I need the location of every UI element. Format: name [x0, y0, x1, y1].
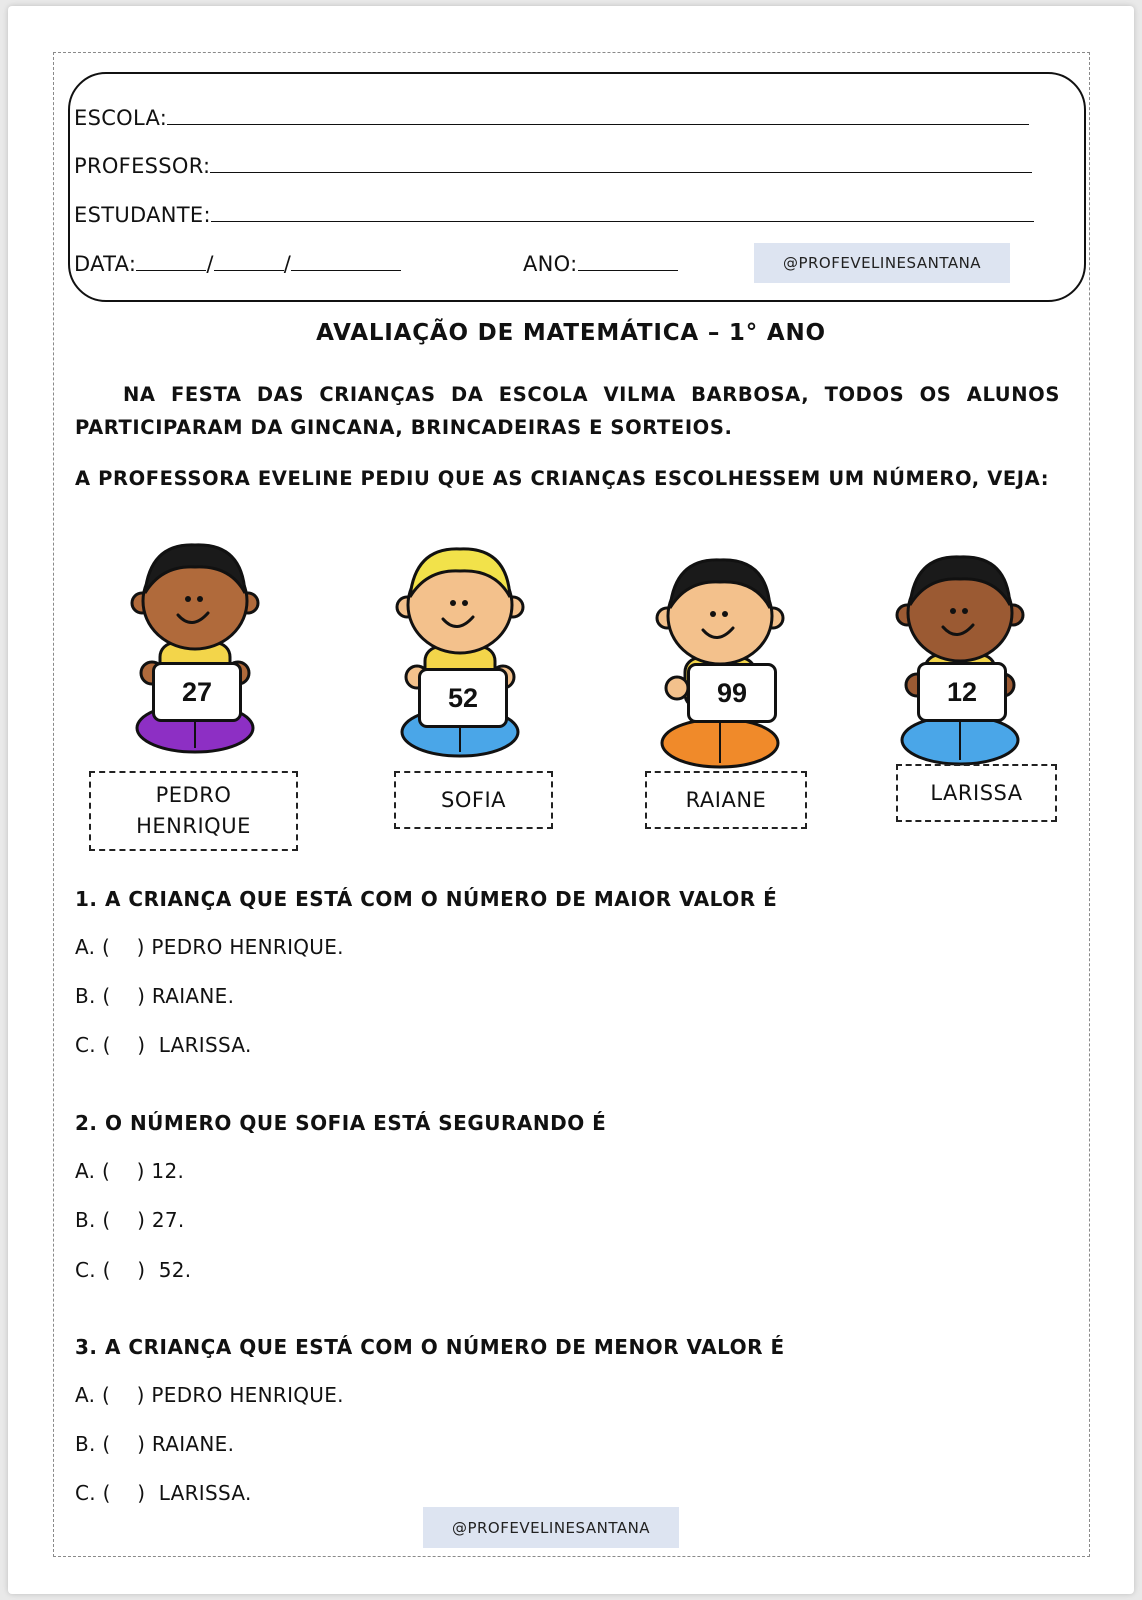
q3-option-c[interactable]: C. ( ) LARISSA. — [75, 1481, 252, 1505]
number-card-raiane: 99 — [687, 663, 777, 723]
number-card-pedro: 27 — [152, 662, 242, 722]
q2-option-b[interactable]: B. ( ) 27. — [75, 1208, 185, 1232]
q2-option-a[interactable]: A. ( ) 12. — [75, 1159, 185, 1183]
question-2: 2. O NÚMERO QUE SOFIA ESTÁ SEGURANDO É — [75, 1111, 607, 1135]
escola-row — [74, 104, 1029, 130]
date-month-field[interactable] — [214, 250, 284, 271]
professor-label: PROFESSOR: — [74, 154, 211, 178]
ano-label: ANO: — [523, 252, 578, 276]
intro-paragraph: NA FESTA DAS CRIANÇAS DA ESCOLA VILMA BARBOSA, TODOS OS ALUNOS PARTICIPARAM DA GINCANA, BRINCADEIRAS E SORTEIOS. — [75, 383, 1060, 439]
q3-option-a[interactable]: A. ( ) PEDRO HENRIQUE. — [75, 1383, 344, 1407]
escola-label: ESCOLA: — [74, 106, 168, 130]
name-box-larissa: LARISSA — [896, 764, 1057, 822]
date-day-field[interactable] — [136, 250, 206, 271]
ano-field[interactable] — [578, 250, 678, 271]
name-box-pedro — [89, 771, 298, 851]
child-figure-icon — [885, 545, 1035, 775]
ano-row — [523, 250, 678, 276]
escola-field[interactable] — [167, 104, 1029, 125]
professor-row — [74, 152, 1032, 178]
name-box-raiane: RAIANE — [645, 771, 807, 829]
name-pedro-line2: HENRIQUE — [136, 814, 251, 838]
q1-option-a[interactable]: A. ( ) PEDRO HENRIQUE. — [75, 935, 344, 959]
date-separator: / — [283, 252, 292, 276]
page-title: AVALIAÇÃO DE MATEMÁTICA – 1° ANO — [316, 320, 826, 346]
name-box-sofia: SOFIA — [394, 771, 553, 829]
name-pedro-line1: PEDRO — [155, 783, 232, 807]
number-card-larissa: 12 — [917, 662, 1007, 722]
data-row — [74, 250, 401, 276]
q2-option-c[interactable]: C. ( ) 52. — [75, 1258, 192, 1282]
footer-handle-badge: @PROFEVELINESANTANA — [423, 1507, 679, 1548]
header-handle-badge: @PROFEVELINESANTANA — [754, 243, 1010, 283]
question-3: 3. A CRIANÇA QUE ESTÁ COM O NÚMERO DE MENOR VALOR É — [75, 1335, 785, 1359]
child-illustration-sofia — [385, 537, 535, 771]
q1-option-c[interactable]: C. ( ) LARISSA. — [75, 1033, 252, 1057]
professor-field[interactable] — [210, 152, 1032, 173]
data-label: DATA: — [74, 252, 137, 276]
q3-option-b[interactable]: B. ( ) RAIANE. — [75, 1432, 235, 1456]
date-year-field[interactable] — [291, 250, 401, 271]
child-figure-icon — [385, 537, 535, 767]
number-card-sofia: 52 — [418, 668, 508, 728]
date-separator: / — [206, 252, 214, 276]
child-illustration-pedro — [120, 533, 270, 767]
estudante-field[interactable] — [211, 201, 1034, 222]
estudante-row — [74, 201, 1034, 227]
question-1: 1. A CRIANÇA QUE ESTÁ COM O NÚMERO DE MAIOR VALOR É — [75, 887, 778, 911]
q1-option-b[interactable]: B. ( ) RAIANE. — [75, 984, 235, 1008]
estudante-label: ESTUDANTE: — [74, 203, 211, 227]
instruction-paragraph: A PROFESSORA EVELINE PEDIU QUE AS CRIANÇAS ESCOLHESSEM UM NÚMERO, VEJA: — [75, 467, 1050, 490]
child-figure-icon — [120, 533, 270, 763]
